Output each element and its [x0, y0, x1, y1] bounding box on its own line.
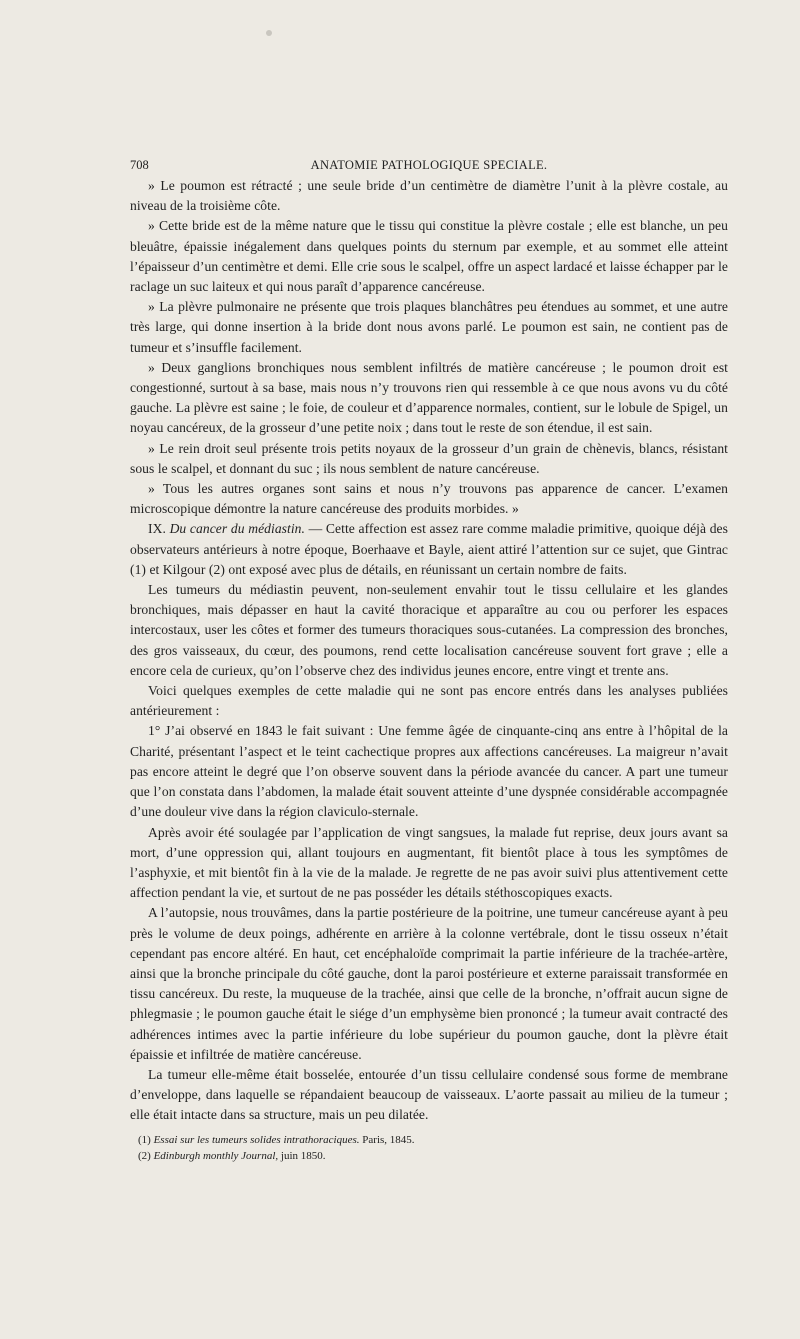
paragraph: 1° J’ai observé en 1843 le fait suivant : Une femme âgée de cinquante-cinq ans entre à l’hôpital de la Charité, présentant l’aspect et le teint cachectique propres aux affections cancéreuses. La maigreur n’avait pas encore atteint le degré que l’on observe souvent dans la période avancée du cancer. A part une tumeur que l’on constata dans l’abdomen, la malade était souvent atteinte d’une dyspnée considérable accompagnée d’une douleur vive dans la région claviculo-sternale. [130, 723, 728, 820]
body-text [130, 176, 728, 1126]
page-number: 708 [130, 158, 149, 172]
paragraph: » Le poumon est rétracté ; une seule bride d’un centimètre de diamètre l’unit à la plèvre costale, au niveau de la troisième côte. [130, 178, 728, 214]
footnote-rest: juin 1850. [278, 1150, 326, 1162]
footnote-rest: Paris, 1845. [359, 1134, 415, 1146]
footnote [130, 1148, 728, 1164]
paragraph: A l’autopsie, nous trouvâmes, dans la partie postérieure de la poitrine, une tumeur cancéreuse ayant à peu près le volume de deux poings, adhérente en arrière à la colonne vertébrale, dont le tissu osseux n’était cependant pas encore altéré. En haut, cet encéphaloïde comprimait la partie inférieure de la trachée-artère, ainsi que la bronche principale du côté gauche, dont la paroi postérieure et externe paraissait transformée en tissu cancéreux. Du reste, la muqueuse de la trachée, ainsi que celle de la bronche, n’offrait aucun signe de phlegmasie ; le poumon gauche était le siége d’un emphysème bien prononcé ; la tumeur avait contracté des adhérences intimes avec la partie inférieure du lobe supérieur du poumon gauche, dont la plèvre était épaissie et infiltrée de matière cancéreuse. [130, 905, 728, 1062]
section-title: Du cancer du médiastin. [169, 521, 305, 537]
paragraph: » Cette bride est de la même nature que le tissu qui constitue la plèvre costale ; elle est blanche, un peu bleuâtre, épaissie inégalement dans quelques points du sternum par exemple, et au sommet elle atteint l’épaisseur d’un centimètre et demi. Elle crie sous le scalpel, offre un aspect lardacé et laisse échapper par le raclage un suc laiteux et qui nous paraît d’apparence cancéreuse. [130, 218, 728, 295]
footnote-marker: (1) [138, 1134, 151, 1146]
paragraph: » Tous les autres organes sont sains et nous n’y trouvons pas apparence de cancer. L’examen microscopique démontre la nature cancéreuse des produits morbides. » [130, 481, 728, 517]
running-title: ANATOMIE PATHOLOGIQUE SPECIALE. [310, 158, 548, 172]
paragraph: Après avoir été soulagée par l’application de vingt sangsues, la malade fut reprise, deux jours avant sa mort, d’une oppression qui, allant toujours en augmentant, fit bientôt place à tous les symptômes de l’asphyxie, et mit bientôt fin à la vie de la malade. Je regrette de ne pas avoir suivi plus attentivement cette affection pendant la vie, et surtout de ne pas posséder les détails stéthoscopiques exacts. [130, 824, 728, 901]
paragraph: » Deux ganglions bronchiques nous semblent infiltrés de matière cancéreuse ; le poumon droit est congestionné, surtout à sa base, mais nous n’y trouvons rien qui ressemble à ce que nous avons vu du côté gauche. La plèvre est saine ; le foie, de couleur et d’apparence normales, contient, sur le lobule de Spigel, un noyau cancéreux, de la grosseur d’une petite noix ; dans tout le reste de son étendue, il est sain. [130, 359, 728, 436]
footnote [130, 1132, 728, 1148]
footnotes [130, 1132, 728, 1164]
footnote-title: Essai sur les tumeurs solides intrathoraciques. [153, 1134, 360, 1146]
footnote-title: Edinburgh monthly Journal, [153, 1150, 279, 1162]
page-header [130, 158, 728, 176]
paragraph: La tumeur elle-même était bosselée, entourée d’un tissu cellulaire condensé sous forme de membrane d’enveloppe, dans laquelle se répandaient beaucoup de vaisseaux. L’aorte passait au milieu de la tumeur ; elle était intacte dans sa structure, mais un peu dilatée. [130, 1066, 728, 1123]
paragraph: » La plèvre pulmonaire ne présente que trois plaques blanchâtres peu étendues au sommet, et une autre très large, qui donne insertion à la bride dont nous avons parlé. Le poumon est sain, ne contient pas de tumeur et s’insuffle facilement. [130, 299, 728, 355]
section-paragraph [130, 519, 728, 580]
section-number: IX. [148, 521, 166, 537]
paper-speck [266, 30, 272, 36]
footnote-marker: (2) [138, 1150, 151, 1162]
paragraph: Voici quelques exemples de cette maladie qui ne sont pas encore entrés dans les analyses publiées antérieurement : [130, 683, 728, 719]
paragraph: » Le rein droit seul présente trois petits noyaux de la grosseur d’un grain de chènevis, blancs, résistant sous le scalpel, et donnant du suc ; ils nous semblent de nature cancéreuse. [130, 440, 728, 476]
paragraph: Les tumeurs du médiastin peuvent, non-seulement envahir tout le tissu cellulaire et les glandes bronchiques, mais dépasser en haut la cavité thoracique et apparaître au cou ou perforer les espaces intercostaux, user les côtes et former des tumeurs thoraciques sous-cutanées. La compression des bronches, des gros vaisseaux, du cœur, des poumons, rend cette localisation cancéreuse souvent fort grave ; elle a encore cela de curieux, qu’on l’observe chez des individus jeunes encore, entre vingt et trente ans. [130, 582, 728, 678]
section-text: — Cette affection est assez rare comme maladie primitive, quoique déjà des observateurs antérieurs à notre époque, Boerhaave et Bayle, aient attiré l’attention sur ce sujet, que Gintrac (1) et Kilgour (2) ont exposé avec plus de détails, en réunissant un certain nombre de faits. [130, 521, 728, 577]
